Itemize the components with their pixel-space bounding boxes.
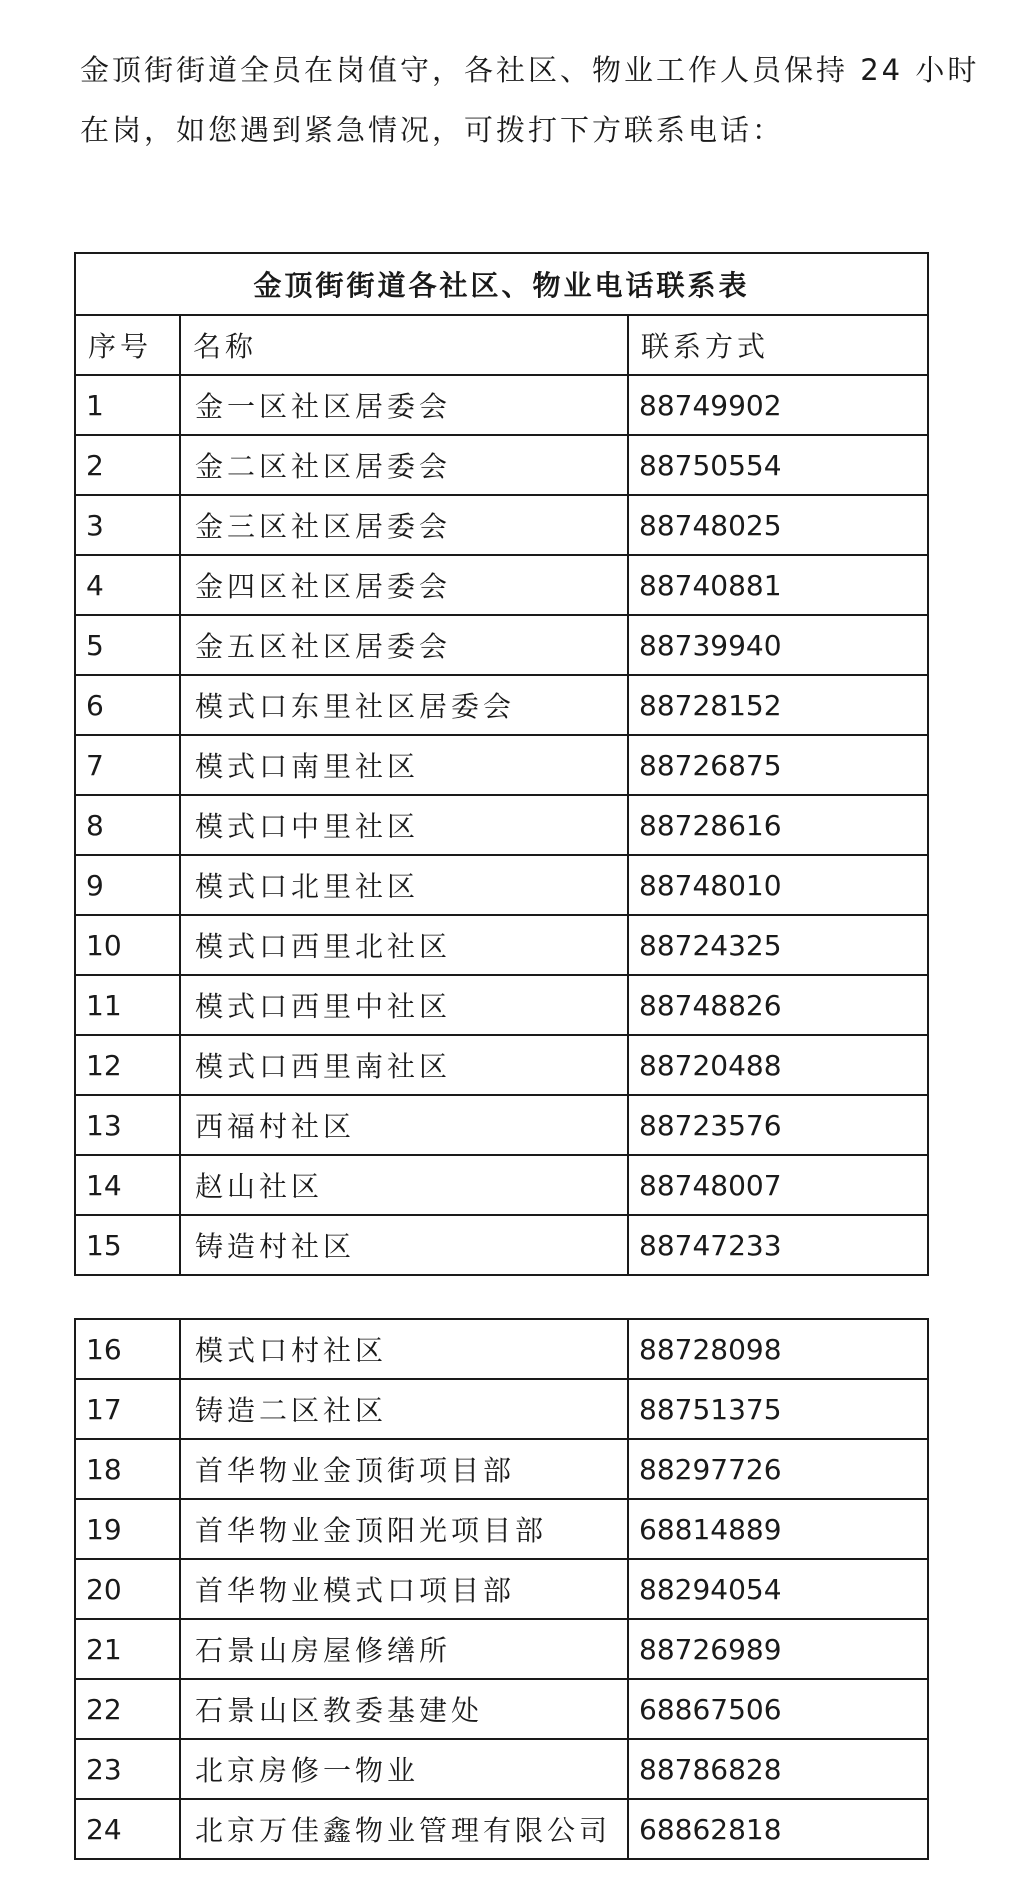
table-row xyxy=(75,495,928,555)
row-name: 金一区社区居委会 xyxy=(180,375,628,435)
row-index: 16 xyxy=(75,1319,180,1379)
row-name: 石景山房屋修缮所 xyxy=(180,1619,628,1679)
row-name: 北京万佳鑫物业管理有限公司 xyxy=(180,1799,628,1859)
row-name: 首华物业金顶阳光项目部 xyxy=(180,1499,628,1559)
row-index: 3 xyxy=(75,495,180,555)
row-phone: 88726875 xyxy=(628,735,928,795)
contact-table-part-1 xyxy=(74,252,929,1276)
row-name: 首华物业模式口项目部 xyxy=(180,1559,628,1619)
table-row xyxy=(75,1319,928,1379)
row-index: 4 xyxy=(75,555,180,615)
header-index: 序号 xyxy=(75,315,180,375)
row-phone: 68862818 xyxy=(628,1799,928,1859)
table-row xyxy=(75,675,928,735)
row-index: 24 xyxy=(75,1799,180,1859)
row-index: 9 xyxy=(75,855,180,915)
row-name: 模式口西里北社区 xyxy=(180,915,628,975)
table-row xyxy=(75,435,928,495)
row-phone: 88728152 xyxy=(628,675,928,735)
row-index: 6 xyxy=(75,675,180,735)
intro-line-1: 金顶街街道全员在岗值守，各社区、物业工作人员保持 24 小时 xyxy=(80,53,980,87)
row-index: 1 xyxy=(75,375,180,435)
row-index: 22 xyxy=(75,1679,180,1739)
row-phone: 88724325 xyxy=(628,915,928,975)
table-row xyxy=(75,855,928,915)
row-name: 金四区社区居委会 xyxy=(180,555,628,615)
table-row xyxy=(75,1679,928,1739)
table-body-part-2 xyxy=(75,1319,928,1859)
row-index: 5 xyxy=(75,615,180,675)
table-row xyxy=(75,555,928,615)
table-title: 金顶街街道各社区、物业电话联系表 xyxy=(75,253,928,315)
row-phone: 88720488 xyxy=(628,1035,928,1095)
row-phone: 88747233 xyxy=(628,1215,928,1275)
row-name: 西福村社区 xyxy=(180,1095,628,1155)
row-phone: 88297726 xyxy=(628,1439,928,1499)
row-phone: 88748007 xyxy=(628,1155,928,1215)
row-name: 模式口南里社区 xyxy=(180,735,628,795)
row-phone: 88786828 xyxy=(628,1739,928,1799)
row-index: 17 xyxy=(75,1379,180,1439)
row-index: 15 xyxy=(75,1215,180,1275)
row-name: 模式口西里南社区 xyxy=(180,1035,628,1095)
row-index: 18 xyxy=(75,1439,180,1499)
row-phone: 88748025 xyxy=(628,495,928,555)
row-index: 12 xyxy=(75,1035,180,1095)
row-name: 金二区社区居委会 xyxy=(180,435,628,495)
table-row xyxy=(75,615,928,675)
row-phone: 88728098 xyxy=(628,1319,928,1379)
table-row xyxy=(75,375,928,435)
row-phone: 88748010 xyxy=(628,855,928,915)
row-phone: 88750554 xyxy=(628,435,928,495)
intro-paragraph xyxy=(80,40,980,160)
row-name: 模式口北里社区 xyxy=(180,855,628,915)
table-row xyxy=(75,735,928,795)
table-row xyxy=(75,1619,928,1679)
table-row xyxy=(75,1155,928,1215)
row-index: 23 xyxy=(75,1739,180,1799)
row-index: 20 xyxy=(75,1559,180,1619)
header-contact: 联系方式 xyxy=(628,315,928,375)
row-name: 石景山区教委基建处 xyxy=(180,1679,628,1739)
row-name: 模式口西里中社区 xyxy=(180,975,628,1035)
row-index: 13 xyxy=(75,1095,180,1155)
row-name: 金五区社区居委会 xyxy=(180,615,628,675)
row-index: 14 xyxy=(75,1155,180,1215)
row-phone: 88723576 xyxy=(628,1095,928,1155)
row-phone: 88748826 xyxy=(628,975,928,1035)
table-row xyxy=(75,1095,928,1155)
table-title-row xyxy=(75,253,928,315)
table-body-part-1 xyxy=(75,375,928,1275)
row-index: 11 xyxy=(75,975,180,1035)
table-row xyxy=(75,1439,928,1499)
header-name: 名称 xyxy=(180,315,628,375)
table-row xyxy=(75,1559,928,1619)
table-row xyxy=(75,1739,928,1799)
row-phone: 68867506 xyxy=(628,1679,928,1739)
row-phone: 88751375 xyxy=(628,1379,928,1439)
table-row xyxy=(75,795,928,855)
row-index: 2 xyxy=(75,435,180,495)
row-name: 模式口村社区 xyxy=(180,1319,628,1379)
row-index: 7 xyxy=(75,735,180,795)
row-name: 铸造二区社区 xyxy=(180,1379,628,1439)
table-row xyxy=(75,1215,928,1275)
intro-line-2: 在岗，如您遇到紧急情况，可拨打下方联系电话： xyxy=(80,113,785,147)
table-header-row xyxy=(75,315,928,375)
row-index: 19 xyxy=(75,1499,180,1559)
row-name: 北京房修一物业 xyxy=(180,1739,628,1799)
row-phone: 88726989 xyxy=(628,1619,928,1679)
row-phone: 88749902 xyxy=(628,375,928,435)
table-row xyxy=(75,1499,928,1559)
row-name: 首华物业金顶街项目部 xyxy=(180,1439,628,1499)
table-row xyxy=(75,915,928,975)
row-name: 模式口东里社区居委会 xyxy=(180,675,628,735)
row-index: 21 xyxy=(75,1619,180,1679)
row-phone: 88740881 xyxy=(628,555,928,615)
row-phone: 68814889 xyxy=(628,1499,928,1559)
row-index: 8 xyxy=(75,795,180,855)
table-row xyxy=(75,1035,928,1095)
row-name: 模式口中里社区 xyxy=(180,795,628,855)
row-name: 赵山社区 xyxy=(180,1155,628,1215)
row-name: 金三区社区居委会 xyxy=(180,495,628,555)
row-index: 10 xyxy=(75,915,180,975)
table-row xyxy=(75,1799,928,1859)
row-phone: 88739940 xyxy=(628,615,928,675)
table-row xyxy=(75,975,928,1035)
table-row xyxy=(75,1379,928,1439)
row-phone: 88728616 xyxy=(628,795,928,855)
row-name: 铸造村社区 xyxy=(180,1215,628,1275)
row-phone: 88294054 xyxy=(628,1559,928,1619)
contact-table-part-2 xyxy=(74,1318,929,1860)
